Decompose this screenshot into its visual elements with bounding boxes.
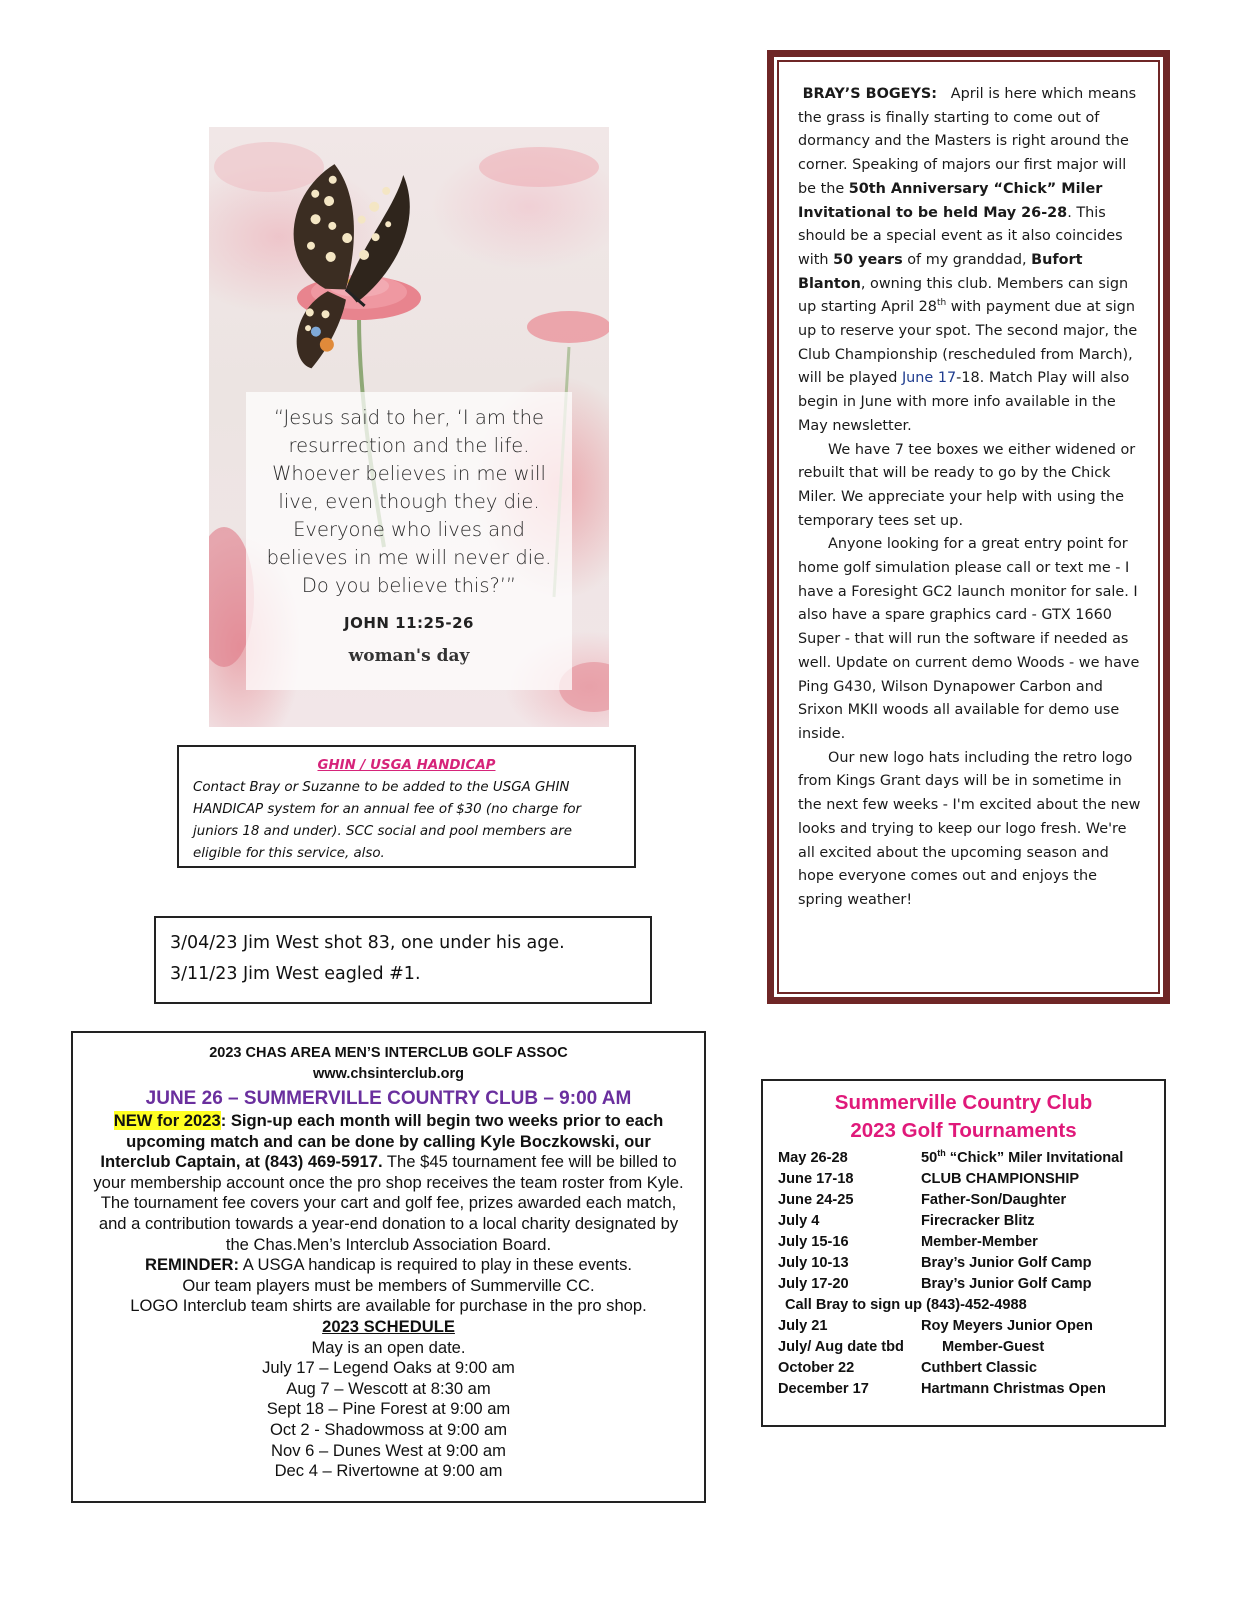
bogeys-paragraph: BRAY’S BOGEYS: April is here which means the grass is finally starting to come out of dormancy and the Masters is right around the corner. Speaking of majors our first major will be the 50th Anniversary “Chick” Miler Invitational to be held May 26-28. This should be a special event as it also coincides with 50 years of my granddad, Bufort Blanton, owning this club. Members can sign up starting April 28th with payment due at sign up to reserve your spot. The second major, the Club Championship (rescheduled from March), will be played June 17-18. Match Play will also begin in June with more info available in the May newsletter. [798, 86, 1138, 434]
schedule-item: Dec 4 – Rivertowne at 9:00 am [274, 1461, 503, 1481]
tournament-row [778, 1253, 1164, 1274]
schedule-item: July 17 – Legend Oaks at 9:00 am [262, 1358, 515, 1378]
interclub-match-heading: JUNE 26 – SUMMERVILLE COUNTRY CLUB – 9:00 AM [145, 1088, 632, 1109]
team-note: Our team players must be members of Summerville CC. [182, 1275, 595, 1295]
tournament-date: June 17-18 [778, 1171, 854, 1187]
tournament-name: 50th “Chick” Miler Invitational [921, 1148, 1124, 1166]
tournament-name: Father-Son/Daughter [921, 1192, 1067, 1208]
tournament-row [778, 1190, 1164, 1211]
tournament-name: Hartmann Christmas Open [921, 1381, 1106, 1397]
interclub-box [71, 1031, 706, 1503]
reminder-line: REMINDER: A USGA handicap is required to play in these events. [145, 1255, 632, 1275]
tournament-row [778, 1337, 1164, 1358]
schedule-item: Oct 2 - Shadowmoss at 9:00 am [269, 1419, 508, 1439]
brays-bogeys-text [798, 83, 1143, 913]
tournament-date: July 17-20 [778, 1276, 849, 1292]
new-highlight: NEW for 2023 [113, 1111, 221, 1130]
scripture-image [209, 127, 609, 727]
interclub-body [73, 1111, 704, 1482]
tournament-row [778, 1148, 1164, 1169]
ghin-body: Contact Bray or Suzanne to be added to the USGA GHIN HANDICAP system for an annual fee of $30 (no charge for juniors 18 and under). SCC social and pool members are eligible for this service, also. [193, 780, 582, 861]
signup-note: Call Bray to sign up (843)-452-4988 [785, 1297, 1027, 1313]
date-link: June 17 [901, 370, 957, 387]
tournaments-subtitle: 2023 Golf Tournaments [850, 1119, 1077, 1142]
tournament-date: June 24-25 [778, 1192, 854, 1208]
schedule-item: Aug 7 – Wescott at 8:30 am [286, 1378, 491, 1398]
tournament-date: May 26-28 [778, 1150, 848, 1166]
bogeys-paragraph: We have 7 tee boxes we either widened or rebuilt that will be ready to go by the Chick Miler. We appreciate your help with using the temporary tees set up. [798, 441, 1136, 529]
brays-bogeys-box [767, 50, 1170, 1004]
tournament-row [778, 1169, 1164, 1190]
ghin-handicap-box [177, 745, 636, 868]
tournament-date: July 4 [778, 1213, 820, 1229]
tournament-row [778, 1274, 1164, 1295]
interclub-org: 2023 CHAS AREA MEN’S INTERCLUB GOLF ASSOC [209, 1045, 568, 1061]
tournament-date: October 22 [778, 1360, 855, 1376]
achievements-box [154, 916, 652, 1004]
quote-panel [246, 392, 572, 690]
interclub-website[interactable]: www.chsinterclub.org [313, 1066, 464, 1082]
schedule-item: May is an open date. [311, 1337, 466, 1357]
tournament-row [778, 1358, 1164, 1379]
tournament-date: July 21 [778, 1318, 828, 1334]
ghin-title: GHIN / USGA HANDICAP [317, 758, 496, 773]
tournament-date: July 15-16 [778, 1234, 849, 1250]
tournament-name: Roy Meyers Junior Open [921, 1318, 1093, 1334]
schedule-item: Sept 18 – Pine Forest at 9:00 am [266, 1399, 511, 1419]
tournament-row [778, 1316, 1164, 1337]
tournament-date: December 17 [778, 1381, 869, 1397]
schedule-title: 2023 SCHEDULE [322, 1316, 455, 1336]
achievement-item: 3/04/23 Jim West shot 83, one under his age. [170, 933, 565, 953]
tournament-row [778, 1211, 1164, 1232]
tournament-row [778, 1379, 1164, 1400]
tournament-name: Bray’s Junior Golf Camp [921, 1255, 1092, 1271]
tournament-date: July/ Aug date tbd [778, 1339, 904, 1355]
shirts-note: LOGO Interclub team shirts are available for purchase in the pro shop. [130, 1296, 647, 1316]
tournament-name: Member-Guest [942, 1339, 1045, 1355]
bogeys-paragraph: Anyone looking for a great entry point for home golf simulation please call or text me - I have a Foresight GC2 launch monitor for sale. I also have a spare graphics card - GTX 1660 Super - that will run the software if needed as well. Update on current demo Woods - we have Ping G430, Wilson Dynapower Carbon and Srixon MKII woods all available for demo use inside. [798, 536, 1140, 742]
signup-paragraph: NEW for 2023: Sign-up each month will begin two weeks prior to each upcoming match and can be done by calling Kyle Boczkowski, our Interclub Captain, at (843) 469-5917. The $45 tournament fee will be billed to your membership account once the pro shop receives the team roster from Kyle. The tournament fee covers your cart and golf fee, prizes awarded each match, and a contribution towards a year-end donation to a local charity designated by the Chas.Men’s Interclub Association Board. [93, 1111, 684, 1254]
bogeys-paragraph: Our new logo hats including the retro logo from Kings Grant days will be in sometime in the next few weeks - I'm excited about the new looks and trying to keep our logo fresh. We're all excited about the upcoming season and hope everyone comes out and enjoys the spring weather! [798, 749, 1141, 908]
scripture-quote: “Jesus said to her, ‘I am the resurrection and the life. Whoever believes in me will live, even though they die. Everyone who lives and believes in me will never die. Do you believe this?’” [266, 406, 552, 597]
tournaments-title: Summerville Country Club [834, 1091, 1093, 1114]
scripture-reference: JOHN 11:25-26 [343, 614, 474, 632]
tournament-date: July 10-13 [778, 1255, 849, 1271]
brand-logo: woman's day [348, 646, 470, 666]
achievement-item: 3/11/23 Jim West eagled #1. [170, 964, 421, 984]
schedule-item: Nov 6 – Dunes West at 9:00 am [271, 1440, 506, 1460]
tournament-name: Firecracker Blitz [921, 1213, 1035, 1229]
tournament-row [778, 1232, 1164, 1253]
tournament-name: Bray’s Junior Golf Camp [921, 1276, 1092, 1292]
bogeys-heading: BRAY’S BOGEYS: [802, 86, 938, 102]
tournament-list [763, 1316, 1164, 1400]
tournament-name: Member-Member [921, 1234, 1038, 1250]
tournament-list [763, 1148, 1164, 1295]
tournaments-box [761, 1079, 1166, 1427]
tournament-name: Cuthbert Classic [921, 1360, 1037, 1376]
tournament-name: CLUB CHAMPIONSHIP [921, 1171, 1080, 1187]
